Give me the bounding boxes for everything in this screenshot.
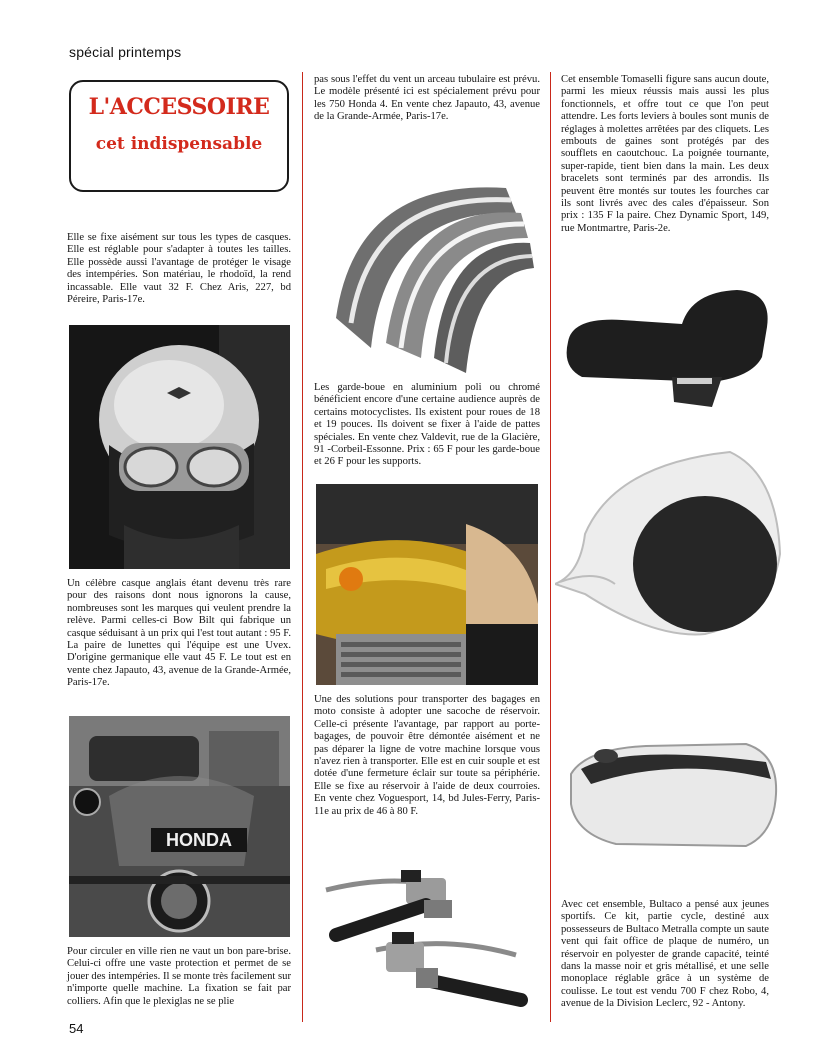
- honda-sign: HONDA: [166, 830, 232, 850]
- helmet-illustration: [69, 325, 290, 569]
- fairing-illustration: [555, 444, 783, 640]
- section-label: spécial printemps: [69, 44, 182, 60]
- mudguards-illustration: [316, 158, 538, 378]
- helmet-paragraph: Un célèbre casque anglais étant devenu très rare pour des raisons dont nous ignorons la cause, nombreuses sont les marques qui veulent prendre la relève. Parmi celles-ci Bow Bilt qui fabrique un casque séduisant à un prix qui l'est tout autant : 95 F. La paire de lunettes qui l'équipe est une Uvex. D'origine germanique elle vaut 45 F. Le tout est en vente chez Japauto, 43, avenue de la Grande-Armée, Paris-17e.: [67, 578, 291, 689]
- tank-bag-paragraph: Une des solutions pour transporter des bagages en moto consiste à adopter une sacoche de réservoir. Celle-ci présente l'avantage, par rapport au porte-bagages, de pouvoir être démontée aisément et ne pas déparer la ligne de votre machine lorsque vous n'avez rien à transporter. Elle est en cuir souple et est dotée d'une fermeture éclair sur toute sa périphérie. Elle se fixe au réservoir à l'aide de deux courroies. En vente chez Voguesport, 14, bd Jules-Ferry, Paris-11e au prix de 46 à 80 F.: [314, 694, 540, 817]
- title-line-2: cet indispensable: [95, 134, 263, 154]
- seat-photo: [562, 282, 774, 412]
- levers-illustration: [316, 860, 538, 1012]
- seat-illustration: [562, 282, 774, 412]
- title-line-1: L'ACCESSOIRE: [88, 94, 270, 120]
- tank-bag-illustration: [316, 484, 538, 685]
- title-box: [69, 80, 289, 192]
- windshield-photo: [69, 716, 290, 937]
- page-number: 54: [69, 1021, 84, 1036]
- column-rule-left: [302, 72, 303, 1022]
- windshield-illustration: [69, 716, 290, 937]
- windshield-paragraph: Pour circuler en ville rien ne vaut un bon pare-brise. Celui-ci offre une vaste protection et permet de se jouer des intempéries. Il se monte très facilement sur n'importe quelle machine. La fixation se fait par colliers. Afin que le plexiglas ne se plie: [67, 946, 291, 1007]
- column-rule-right: [550, 72, 551, 1022]
- tank-illustration: [566, 734, 778, 854]
- tank-photo: [566, 734, 778, 854]
- windshield-paragraph-cont: pas sous l'effet du vent un arceau tubulaire est prévu. Le modèle présenté ici est spécialement prévu pour les 750 Honda 4. En vente chez Japauto, 43, avenue de la Grande-Armée, Paris-17e.: [314, 74, 540, 123]
- helmet-photo: [69, 325, 290, 569]
- tomaselli-paragraph: Cet ensemble Tomaselli figure sans aucun doute, parmi les mieux réussis mais aussi les plus fonctionnels, et offre tout ce que l'on peut attendre. Les forts leviers à boules sont munis de réglages à molettes arrêtées par des cliquets. Les embouts de gaines sont protégés par des soufflets en caoutchouc. La poignée tournante, super-rapide, tient bien dans la main. Les deux bracelets sont terminés par des arrondis. Ils peuvent être montés sur toutes les fourches car ils sont livrés avec des cales d'épaisseur. Son prix : 135 F la paire. Chez Dynamic Sport, 149, rue Montmartre, Paris-2e.: [561, 74, 769, 234]
- visor-paragraph: Elle se fixe aisément sur tous les types de casques. Elle est réglable pour s'adapter à toutes les tailles. Elle possède aussi l'avantage de protéger le visage des intempéries. Son matériau, le rhodoïd, la rend incassable. Elle vaut 32 F. Chez Aris, 227, bd Péreire, Paris-17e.: [67, 232, 291, 306]
- bultaco-paragraph: Avec cet ensemble, Bultaco a pensé aux jeunes sportifs. Ce kit, partie cycle, destiné aux possesseurs de Bultaco Metralla compte un saute vent qui fait office de plaque de numéro, un réservoir en polyester de grande capacité, teinté dans la masse noir et gris métallisé, et une selle monoplace réglable grâce à un système de coulisse. Le tout est vendu 700 F chez Robo, 4, avenue de la Division Leclerc, 92 - Antony.: [561, 899, 769, 1010]
- levers-photo: [316, 860, 538, 1012]
- mudguards-photo: [316, 158, 538, 378]
- mudguards-paragraph: Les garde-boue en aluminium poli ou chromé bénéficient encore d'une certaine audience auprès de certains motocyclistes. Ils existent pour roues de 18 et 19 pouces. Ils doivent se fixer à l'aide de pattes spéciales. En vente chez Valdevit, rue de la Glacière, 91 -Corbeil-Essonne. Prix : 65 F pour les garde-boue et 26 F pour les supports.: [314, 382, 540, 468]
- fairing-photo: [555, 444, 783, 640]
- tank-bag-photo: [316, 484, 538, 685]
